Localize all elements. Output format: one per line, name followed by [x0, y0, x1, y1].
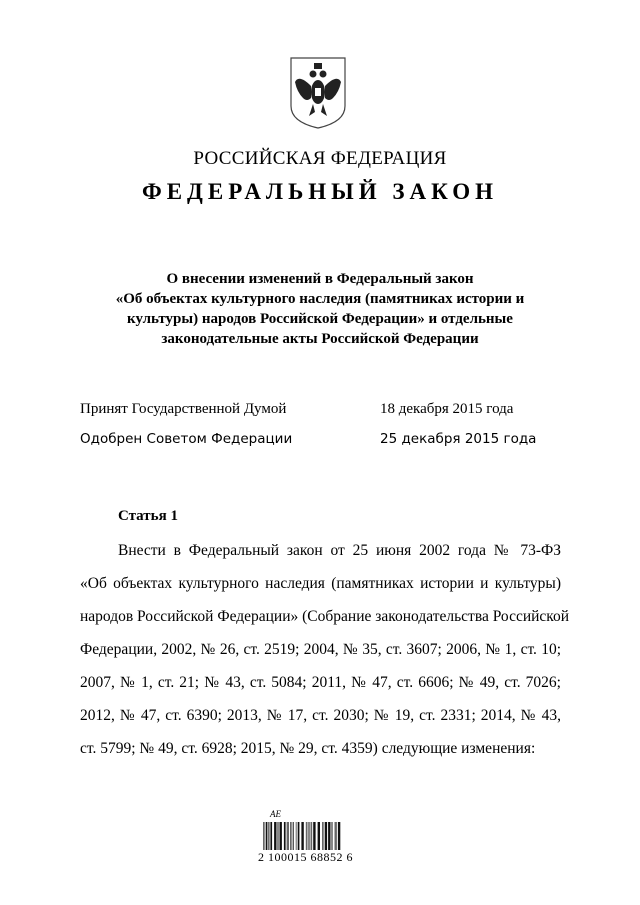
body-line: Внести в Федеральный закон от 25 июня 2002 года № 73-ФЗ — [118, 542, 561, 559]
law-title-line: О внесении изменений в Федеральный закон — [166, 271, 474, 287]
body-line: ст. 5799; № 49, ст. 6928; 2015, № 29, ст. 4359) следующие изменения: — [80, 740, 536, 757]
document-type-heading: ФЕДЕРАЛЬНЫЙ ЗАКОН — [141, 179, 499, 204]
barcode-number: 2 100015 68852 6 — [258, 850, 353, 864]
law-title-line: культуры) народов Российской Федерации» и отдельные — [127, 311, 513, 327]
barcode-image — [262, 822, 342, 852]
article-heading: Статья 1 — [118, 508, 178, 524]
body-line: Федерации, 2002, № 26, ст. 2519; 2004, № 35, ст. 3607; 2006, № 1, ст. 10; — [80, 641, 561, 658]
body-line: «Об объектах культурного наследия (памятниках истории и культуры) — [80, 575, 561, 592]
body-line: 2007, № 1, ст. 21; № 43, ст. 5084; 2011, № 47, ст. 6606; № 49, ст. 7026; — [80, 674, 561, 691]
law-title-line: «Об объектах культурного наследия (памятниках истории и — [115, 291, 525, 307]
approved-by-council-date: 25 декабря 2015 года — [380, 431, 537, 447]
approved-by-council-label: Одобрен Советом Федерации — [80, 431, 293, 447]
adopted-by-duma-label: Принят Государственной Думой — [80, 401, 287, 417]
body-line: народов Российской Федерации» (Собрание законодательства Российской — [80, 608, 570, 625]
country-heading: РОССИЙСКАЯ ФЕДЕРАЦИЯ — [193, 148, 447, 169]
adopted-by-duma-date: 18 декабря 2015 года — [380, 401, 514, 417]
coat-of-arms-emblem — [289, 56, 347, 130]
law-title-line: законодательные акты Российской Федерации — [161, 331, 479, 347]
body-line: 2012, № 47, ст. 6390; 2013, № 17, ст. 2030; № 19, ст. 2331; 2014, № 43, — [80, 707, 561, 724]
barcode-mark: АЕ — [270, 809, 281, 819]
